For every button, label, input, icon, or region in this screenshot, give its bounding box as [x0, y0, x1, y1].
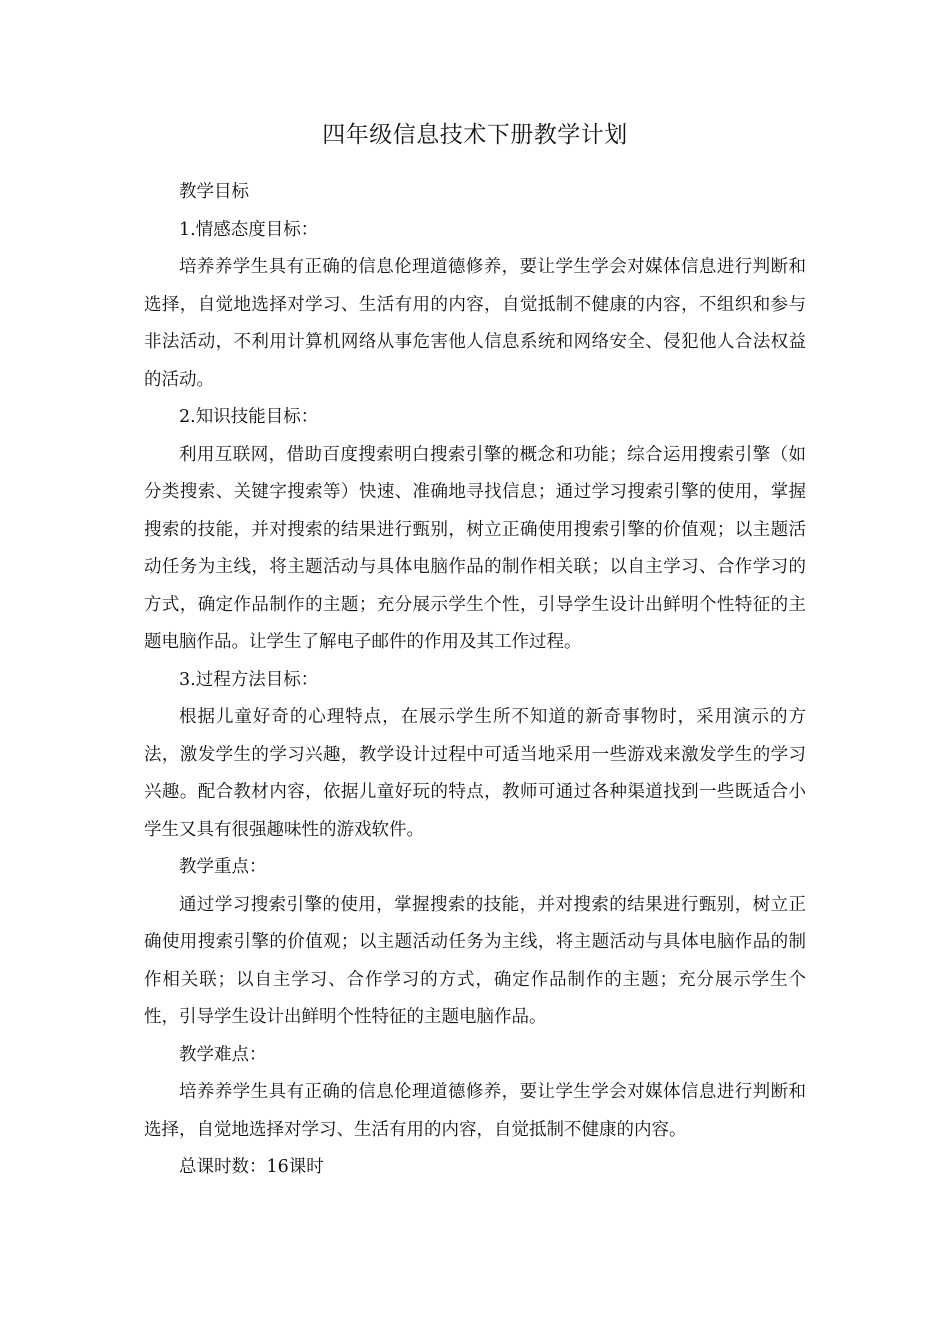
document-title: 四年级信息技术下册教学计划 — [322, 122, 628, 148]
subheading-process-goal: 3.过程方法目标： — [179, 669, 319, 690]
paragraph-process-goal: 根据儿童好奇的心理特点，在展示学生所不知道的新奇事物时，采用演示的方法，激发学生的学习兴趣，教学设计过程中可适当地采用一些游戏来激发学生的学习兴趣。配合教材内容，依据儿童好玩的特点，教师可通过各种渠道找到一些既适合小学生又具有很强趣味性的游戏软件。 — [144, 707, 806, 840]
document-body — [144, 116, 806, 1187]
paragraph-difficulties: 培养养学生具有正确的信息伦理道德修养，要让学生学会对媒体信息进行判断和选择，自觉地选择对学习、生活有用的内容，自觉抵制不健康的内容。 — [144, 1082, 806, 1140]
paragraph-knowledge-goal: 利用互联网，借助百度搜索明白搜索引擎的概念和功能；综合运用搜索引擎（如分类搜索、关键字搜索等）快速、准确地寻找信息；通过学习搜索引擎的使用，掌握搜索的技能，并对搜索的结果进行甄别，树立正确使用搜索引擎的价值观；以主题活动任务为主线，将主题活动与具体电脑作品的制作相关联；以自主学习、合作学习的方式，确定作品制作的主题；充分展示学生个性，引导学生设计出鲜明个性特征的主题电脑作品。让学生了解电子邮件的作用及其工作过程。 — [144, 444, 806, 652]
subheading-emotional-goal: 1.情感态度目标： — [179, 219, 319, 240]
subheading-knowledge-goal: 2.知识技能目标： — [179, 407, 319, 427]
section-heading-teaching-goals: 教学目标 — [179, 182, 249, 202]
section-heading-difficulties: 教学难点： — [179, 1044, 267, 1065]
paragraph-key-points: 通过学习搜索引擎的使用，掌握搜索的技能，并对搜索的结果进行甄别，树立正确使用搜索引擎的价值观；以主题活动任务为主线，将主题活动与具体电脑作品的制作相关联；以自主学习、合作学习的方式，确定作品制作的主题；充分展示学生个性，引导学生设计出鲜明个性特征的主题电脑作品。 — [144, 894, 806, 1027]
section-heading-key-points: 教学重点： — [179, 857, 267, 877]
paragraph-emotional-goal: 培养养学生具有正确的信息伦理道德修养，要让学生学会对媒体信息进行判断和选择，自觉地选择对学习、生活有用的内容，自觉抵制不健康的内容，不组织和参与非法活动，不利用计算机网络从事危害他人信息系统和网络安全、侵犯他人合法权益的活动。 — [144, 257, 806, 390]
total-class-hours: 总课时数：16课时 — [179, 1157, 324, 1177]
